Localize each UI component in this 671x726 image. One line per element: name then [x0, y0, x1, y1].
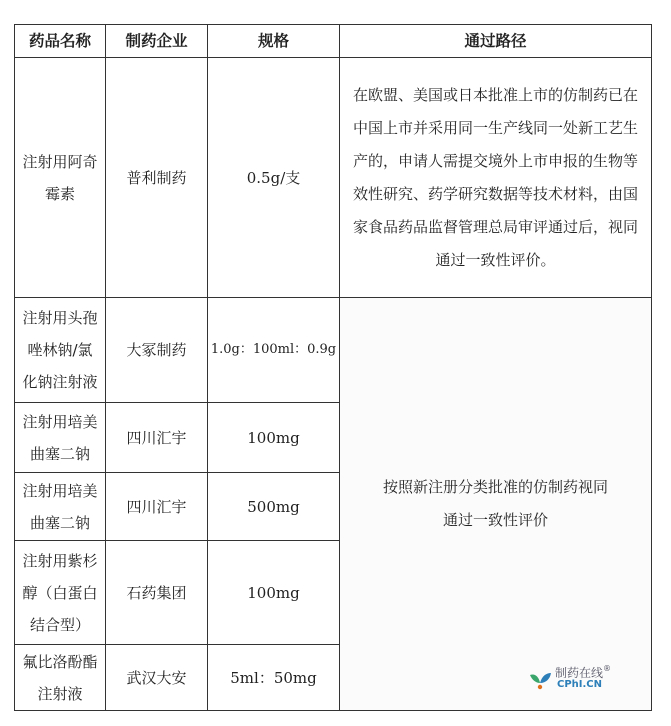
- cell-company: 石药集团: [106, 541, 208, 645]
- cell-company: 普利制药: [106, 58, 208, 298]
- header-drug-name: 药品名称: [15, 25, 106, 58]
- cell-route: 在欧盟、美国或日本批准上市的仿制药已在中国上市并采用同一生产线同一处新工艺生产的，申请人需提交境外上市申报的生物等效性研究、药学研究数据等技术材料，由国家食品药品监督管理总局审评通过后，视同通过一致性评价。: [340, 58, 652, 298]
- cphi-watermark-logo: [527, 661, 637, 701]
- cell-spec: 0.5g/支: [208, 58, 340, 298]
- table-header-row: [15, 25, 652, 58]
- cell-spec: 100mg: [208, 403, 340, 473]
- cell-drug-name: 注射用头孢唑林钠/氯化钠注射液: [15, 298, 106, 403]
- header-company: 制药企业: [106, 25, 208, 58]
- cell-spec: 1.0g：100ml：0.9g: [208, 298, 340, 403]
- leaf-icon: [527, 667, 553, 693]
- cell-spec: 100mg: [208, 541, 340, 645]
- cell-company: 武汉大安: [106, 645, 208, 711]
- cell-drug-name: 注射用紫杉醇（白蛋白结合型）: [15, 541, 106, 645]
- watermark-text: 制药在线®: [555, 664, 612, 680]
- drug-table: [14, 24, 652, 711]
- cell-spec: 500mg: [208, 473, 340, 541]
- cell-drug-name: 氟比洛酚酯注射液: [15, 645, 106, 711]
- header-spec: 规格: [208, 25, 340, 58]
- cell-drug-name: 注射用培美曲塞二钠: [15, 473, 106, 541]
- cell-company: 大冢制药: [106, 298, 208, 403]
- cell-company: 四川汇宇: [106, 403, 208, 473]
- cell-spec: 5ml：50mg: [208, 645, 340, 711]
- table-row: [15, 298, 652, 403]
- header-route: 通过路径: [340, 25, 652, 58]
- cell-drug-name: 注射用阿奇霉素: [15, 58, 106, 298]
- table-row: [15, 58, 652, 298]
- cell-shared-route: 按照新注册分类批准的仿制药视同通过一致性评价: [340, 298, 652, 711]
- cell-company: 四川汇宇: [106, 473, 208, 541]
- cell-drug-name: 注射用培美曲塞二钠: [15, 403, 106, 473]
- watermark-sub: CPhI.CN: [557, 679, 603, 690]
